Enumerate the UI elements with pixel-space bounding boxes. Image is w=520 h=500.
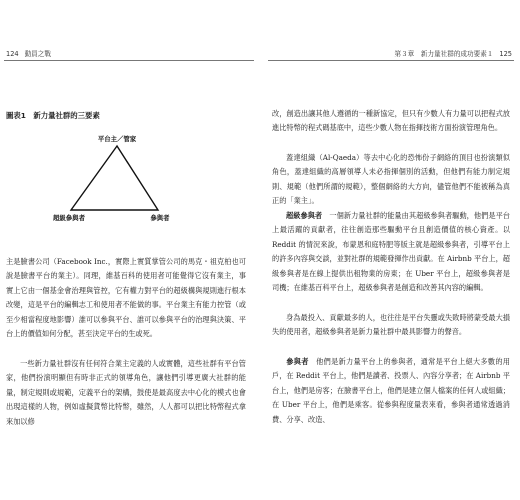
diagram-top-label: 平台主／管家 (97, 135, 137, 143)
left-page-header (6, 48, 51, 58)
right-paragraph-1-text: 改，創造出讓其他人遵循的一種新協定，但只有少數人有力量可以把程式放進比特幣的程式碼基底中，這些少數人物在指揮技術方面扮演管理角色。 (272, 109, 510, 133)
right-running-title: 第３章 新力量社群的成功要素１ (394, 50, 494, 58)
right-page-header (395, 48, 513, 58)
term-super-participants: 超級參與者 (286, 211, 323, 220)
left-running-title: 動員之戰 (24, 50, 51, 58)
right-page (262, 0, 520, 500)
right-paragraph-4 (272, 311, 510, 340)
right-page-number: 125 (499, 50, 512, 58)
right-paragraph-5 (272, 355, 510, 427)
term-participants: 參與者 (286, 357, 309, 366)
right-paragraph-2 (272, 151, 510, 209)
left-header-rule (4, 60, 254, 61)
left-paragraph-2 (6, 357, 246, 429)
diagram-left-label: 超級參與者 (53, 214, 85, 222)
diagram-right-label: 參與者 (150, 214, 170, 222)
right-header-rule (268, 60, 514, 61)
left-paragraph-1: 主是臉書公司（Facebook Inc.，實際上實質掌管公司的馬克・祖克柏也可說是臉書平台的業主）。同理，維基百科的使用者可能覺得它沒有業主，事實上它由一個基金會治理與管控，它有權力對平台的超級構與規則進行根本改變，這是平台的編輯志工和使用者不能做的事。平台業主有能力控管（或至少相當程度地影響）誰可以參與平台、誰可以參與平台的治理與決策、平台上的價值如何分配，甚至決定平台的生或死。 (6, 257, 246, 339)
right-paragraph-5-text: 他們是新力量平台上的參與者，通常是平台上絕大多數的用戶，在 Reddit 平台上，他們是讀者、投票人、內容分享者；在 Airbnb 平台上，他們是房客；在臉書平台上，他們是建立個人檔案的任何人或組織；在 Uber 平台上，他們是乘客。從參與程度量表來看，參與者通常透過消費、分享、改造、 (272, 357, 510, 424)
right-paragraph-3 (272, 209, 510, 295)
right-paragraph-1 (272, 107, 510, 136)
triangle-diagram (40, 128, 190, 228)
left-paragraph-2-text: 一些新力量社群沒有任何符合業主定義的人或實體，這些社群有平台管家，他們扮演明顯但有時非正式的領導角色，讓他們引導更廣大社群的能量，制定規則或規範，定義平台的架構，鼓使是最高度去中心化的模式也會出現這樣的人物，例如虛擬貨幣比特幣，雖然，人人都可以把比特幣程式拿來加以修 (6, 359, 246, 426)
triangle-shape (71, 146, 158, 210)
left-page-number: 124 (6, 50, 19, 58)
right-paragraph-2-text: 蓋達組織（Al-Qaeda）等去中心化的恐怖份子網絡的頂目也扮演類似角色，蓋達組織的高層領導人未必指揮個別的活動，但他們有能力制定規則、規範（他們所謂的規範），整個網絡的大方向，儘管他們不能被稱為真正的「業主」。 (272, 153, 510, 206)
right-paragraph-4-text: 身為最投入、貢獻最多的人，也往往是平台失靈或失敗時將蒙受最大損失的使用者，超級參與者是新力量社群中最具影響力的聲音。 (272, 313, 510, 337)
figure-caption: 圖表1 新力量社群的三要素 (6, 111, 100, 120)
right-paragraph-3-text: 一個新力量社群的能量由其超級參與者驅動，他們是平台上最活躍的貢獻者，往往創造那些驅動平台且創造價值的核心資產。以 Reddit 的情況來說，布蒙恩和庭特肥等版主就是超級參與者，引導平台上的許多內容與交談，並對社群的規範發揮作出貢獻。在 Airbnb 平台上，超級參與者是在線上提供出租物業的房東；在 Uber 平台上，超級參與者是司機；在維基百科平台上，超級參與者是創造和改善其內容的編輯。 (272, 211, 510, 293)
